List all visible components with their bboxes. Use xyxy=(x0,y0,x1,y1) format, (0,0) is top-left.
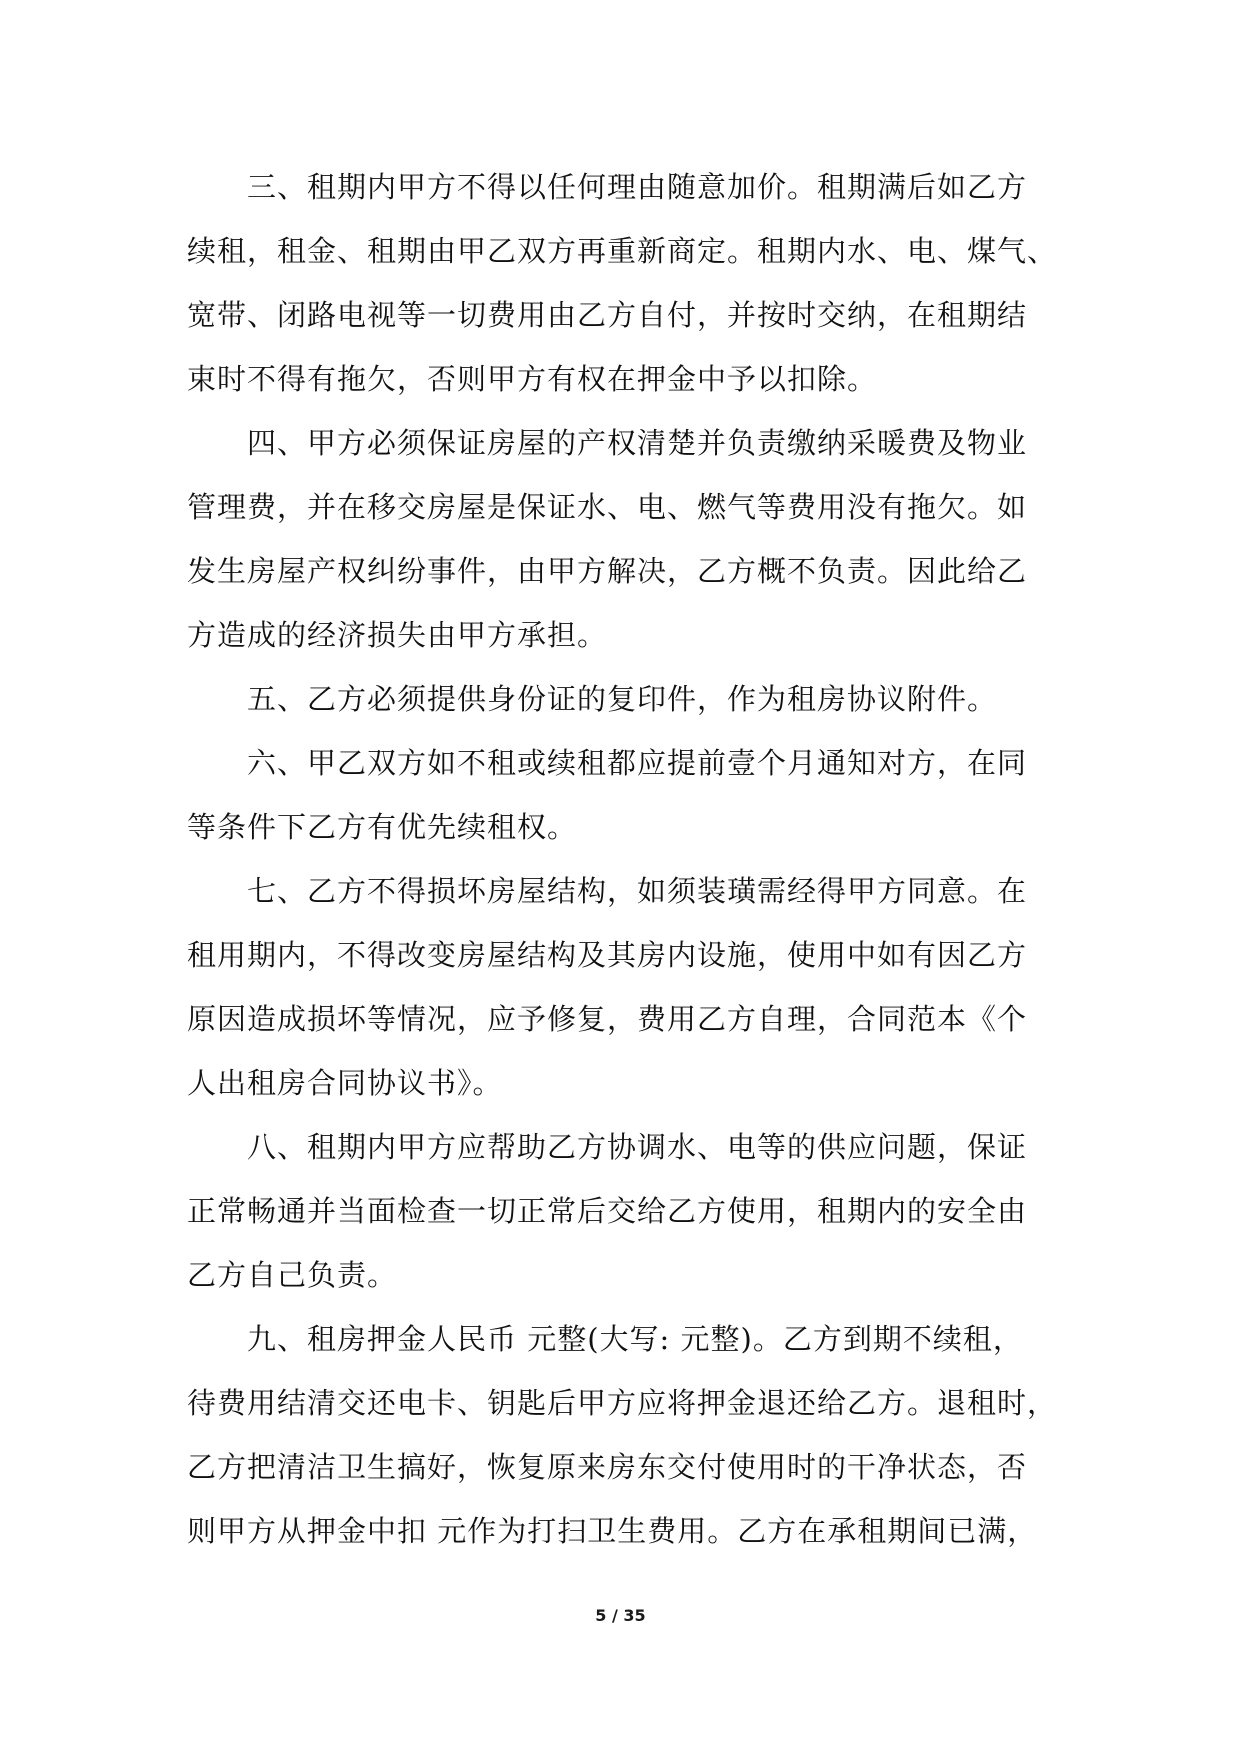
clause-line: 方造成的经济损失由甲方承担。 xyxy=(187,618,608,652)
clause-line: 租用期内，不得改变房屋结构及其房内设施，使用中如有因乙方 xyxy=(187,938,1028,972)
clause-line: 管理费，并在移交房屋是保证水、电、燃气等费用没有拖欠。如 xyxy=(187,490,1028,524)
clause-line: 九、租房押金人民币 元整(大写: 元整)。乙方到期不续租， xyxy=(247,1322,1023,1356)
clause-line: 则甲方从押金中扣 元作为打扫卫生费用。乙方在承租期间已满， xyxy=(187,1514,1038,1548)
clause-line: 正常畅通并当面检查一切正常后交给乙方使用，租期内的安全由 xyxy=(187,1194,1028,1228)
clause-line: 四、甲方必须保证房屋的产权清楚并负责缴纳采暖费及物业 xyxy=(247,426,1028,460)
clause-3 xyxy=(187,155,1057,411)
clause-line: 七、乙方不得损坏房屋结构，如须装璜需经得甲方同意。在 xyxy=(247,874,1028,908)
clause-5 xyxy=(187,667,1057,731)
clause-line: 六、甲乙双方如不租或续租都应提前壹个月通知对方，在同 xyxy=(247,746,1028,780)
clause-8 xyxy=(187,1115,1057,1307)
clause-line: 人出租房合同协议书》。 xyxy=(187,1066,503,1100)
clause-6 xyxy=(187,731,1057,859)
clause-7 xyxy=(187,859,1057,1115)
clause-line: 等条件下乙方有优先续租权。 xyxy=(187,810,578,844)
clause-line: 乙方自己负责。 xyxy=(187,1258,398,1292)
page-number: 5 / 35 xyxy=(595,1606,646,1625)
clause-line: 束时不得有拖欠，否则甲方有权在押金中予以扣除。 xyxy=(187,362,878,396)
clause-line: 三、租期内甲方不得以任何理由随意加价。租期满后如乙方 xyxy=(247,170,1028,204)
clause-line: 发生房屋产权纠纷事件，由甲方解决，乙方概不负责。因此给乙 xyxy=(187,554,1028,588)
clause-line: 待费用结清交还电卡、钥匙后甲方应将押金退还给乙方。退租时， xyxy=(187,1386,1058,1420)
document-body xyxy=(187,155,1057,1563)
clause-line: 乙方把清洁卫生搞好，恢复原来房东交付使用时的干净状态，否 xyxy=(187,1450,1028,1484)
clause-line: 宽带、闭路电视等一切费用由乙方自付，并按时交纳，在租期结 xyxy=(187,298,1028,332)
clause-line: 八、租期内甲方应帮助乙方协调水、电等的供应问题，保证 xyxy=(247,1130,1028,1164)
clause-line: 原因造成损坏等情况，应予修复，费用乙方自理，合同范本《个 xyxy=(187,1002,1028,1036)
clause-9 xyxy=(187,1307,1057,1563)
clause-line: 五、乙方必须提供身份证的复印件，作为租房协议附件。 xyxy=(247,682,998,716)
clause-line: 续租，租金、租期由甲乙双方再重新商定。租期内水、电、煤气、 xyxy=(187,234,1058,268)
clause-4 xyxy=(187,411,1057,667)
